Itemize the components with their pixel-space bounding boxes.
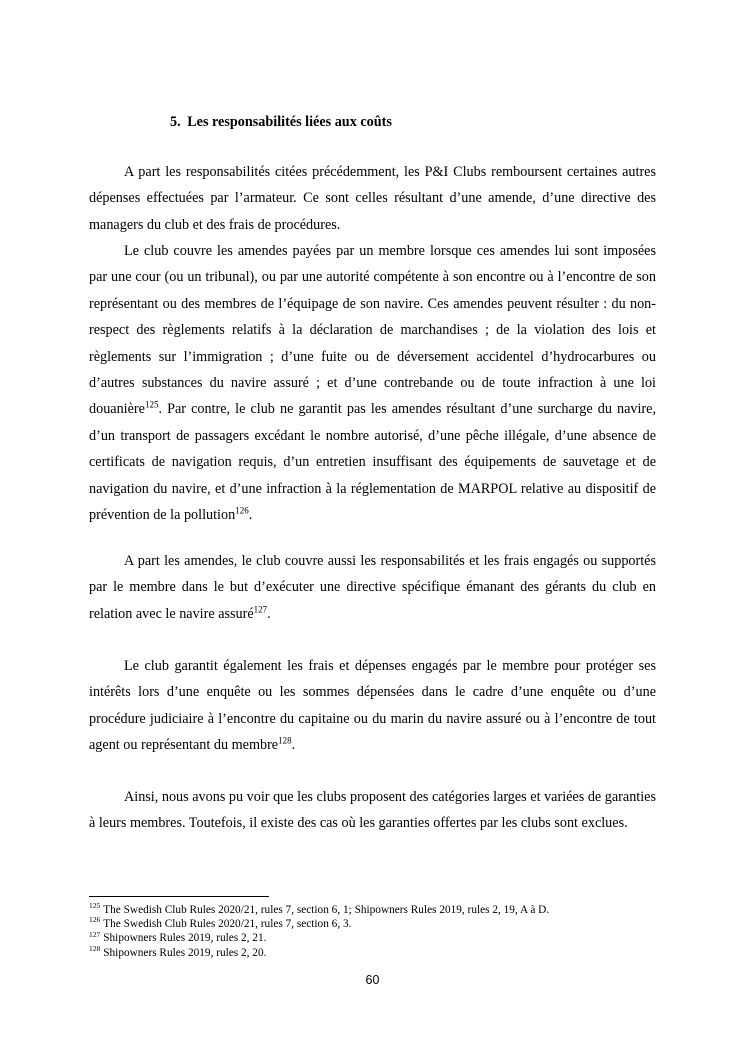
footnote-ref-125[interactable]: 125 xyxy=(144,399,159,410)
footnote-number: 127 xyxy=(89,929,101,939)
section-title: Les responsabilités liées aux coûts xyxy=(187,114,392,130)
footnote-ref-126[interactable]: 126 xyxy=(235,505,249,516)
paragraph-2 xyxy=(89,238,656,528)
paragraph-3 xyxy=(89,548,656,627)
paragraph-4-part-b: . xyxy=(291,737,296,754)
footnotes-list xyxy=(89,903,689,960)
footnote-text: Shipowners Rules 2019, rules 2, 21. xyxy=(103,932,267,945)
footnote-ref-128[interactable]: 128 xyxy=(278,735,292,746)
footnote-text: The Swedish Club Rules 2020/21, rules 7, section 6, 1; Shipowners Rules 2019, rules 2, 19, A à D. xyxy=(103,904,550,916)
footnote-text: The Swedish Club Rules 2020/21, rules 7, section 6, 3. xyxy=(103,918,352,931)
footnote-number: 128 xyxy=(89,943,101,953)
paragraph-2-part-c: . xyxy=(248,507,253,524)
footnote-item xyxy=(89,903,689,917)
paragraph-2-part-b: . Par contre, le club ne garantit pas les amendes résultant d’une surcharge du navire, d’un transport de passagers excédant le nombre autorisé, d’une pêche illégale, d’une absence de certificats de navigation requis, d’un entretien insuffisant des équipements de sauvetage et de navigation du navire, et d’une infraction à la réglementation de MARPOL relative au dispositif de prévention de la pollution xyxy=(89,401,656,524)
footnote-ref-127[interactable]: 127 xyxy=(253,604,268,615)
section-number: 5. xyxy=(170,114,181,130)
footnote-item xyxy=(89,931,689,945)
paragraph-3-part-b: . xyxy=(267,605,271,622)
footnote-number: 125 xyxy=(89,901,101,911)
footnote-text: Shipowners Rules 2019, rules 2, 20. xyxy=(103,946,267,959)
paragraph-4 xyxy=(89,653,656,759)
footnote-item xyxy=(89,943,689,960)
footnote-item xyxy=(89,917,689,931)
footnote-separator xyxy=(89,896,269,897)
paragraph-3-part-a: A part les amendes, le club couvre aussi les responsabilités et les frais engagés ou supportés par le membre dans le but d’exécuter une directive spécifique émanant des gérants du club en relation avec le navire assuré xyxy=(89,553,656,622)
paragraph-5: Ainsi, nous avons pu voir que les clubs proposent des catégories larges et variées de garanties à leurs membres. Toutefois, il existe des cas où les garanties offertes par les clubs sont exclues. xyxy=(89,789,656,832)
paragraph-1: A part les responsabilités citées précédemment, les P&I Clubs remboursent certaines autres dépenses effectuées par l’armateur. Ce sont celles résultant d’une amende, d’une directive des managers du club et des frais de procédures. xyxy=(89,164,656,233)
paragraph-2-part-a: Le club couvre les amendes payées par un membre lorsque ces amendes lui sont imposées par une cour (ou un tribunal), ou par une autorité compétente à son encontre ou à l’encontre de son représentant ou des membres de l’équipage de son navire. Ces amendes peuvent résulter : du non-respect des règlements relatifs à la déclaration de marchandises ; de la violation des lois et règlements sur l’immigration ; d’une fuite ou de déversement accidentel d’hydrocarbures ou d’autres substances du navire assuré ; et d’une contrebande ou de toute infraction à une loi douanière xyxy=(89,243,656,418)
footnote-number: 126 xyxy=(89,915,101,925)
page-number: 60 xyxy=(365,973,380,987)
section-heading xyxy=(170,114,392,131)
paragraph-4-part-a: Le club garantit également les frais et dépenses engagés par le membre pour protéger ses intérêts lors d’une enquête ou les sommes dépensées dans le cadre d’une enquête ou d’une procédure judiciaire à l’encontre du capitaine ou du marin du navire assuré ou à l’encontre de tout agent ou représentant du membre xyxy=(89,658,656,754)
